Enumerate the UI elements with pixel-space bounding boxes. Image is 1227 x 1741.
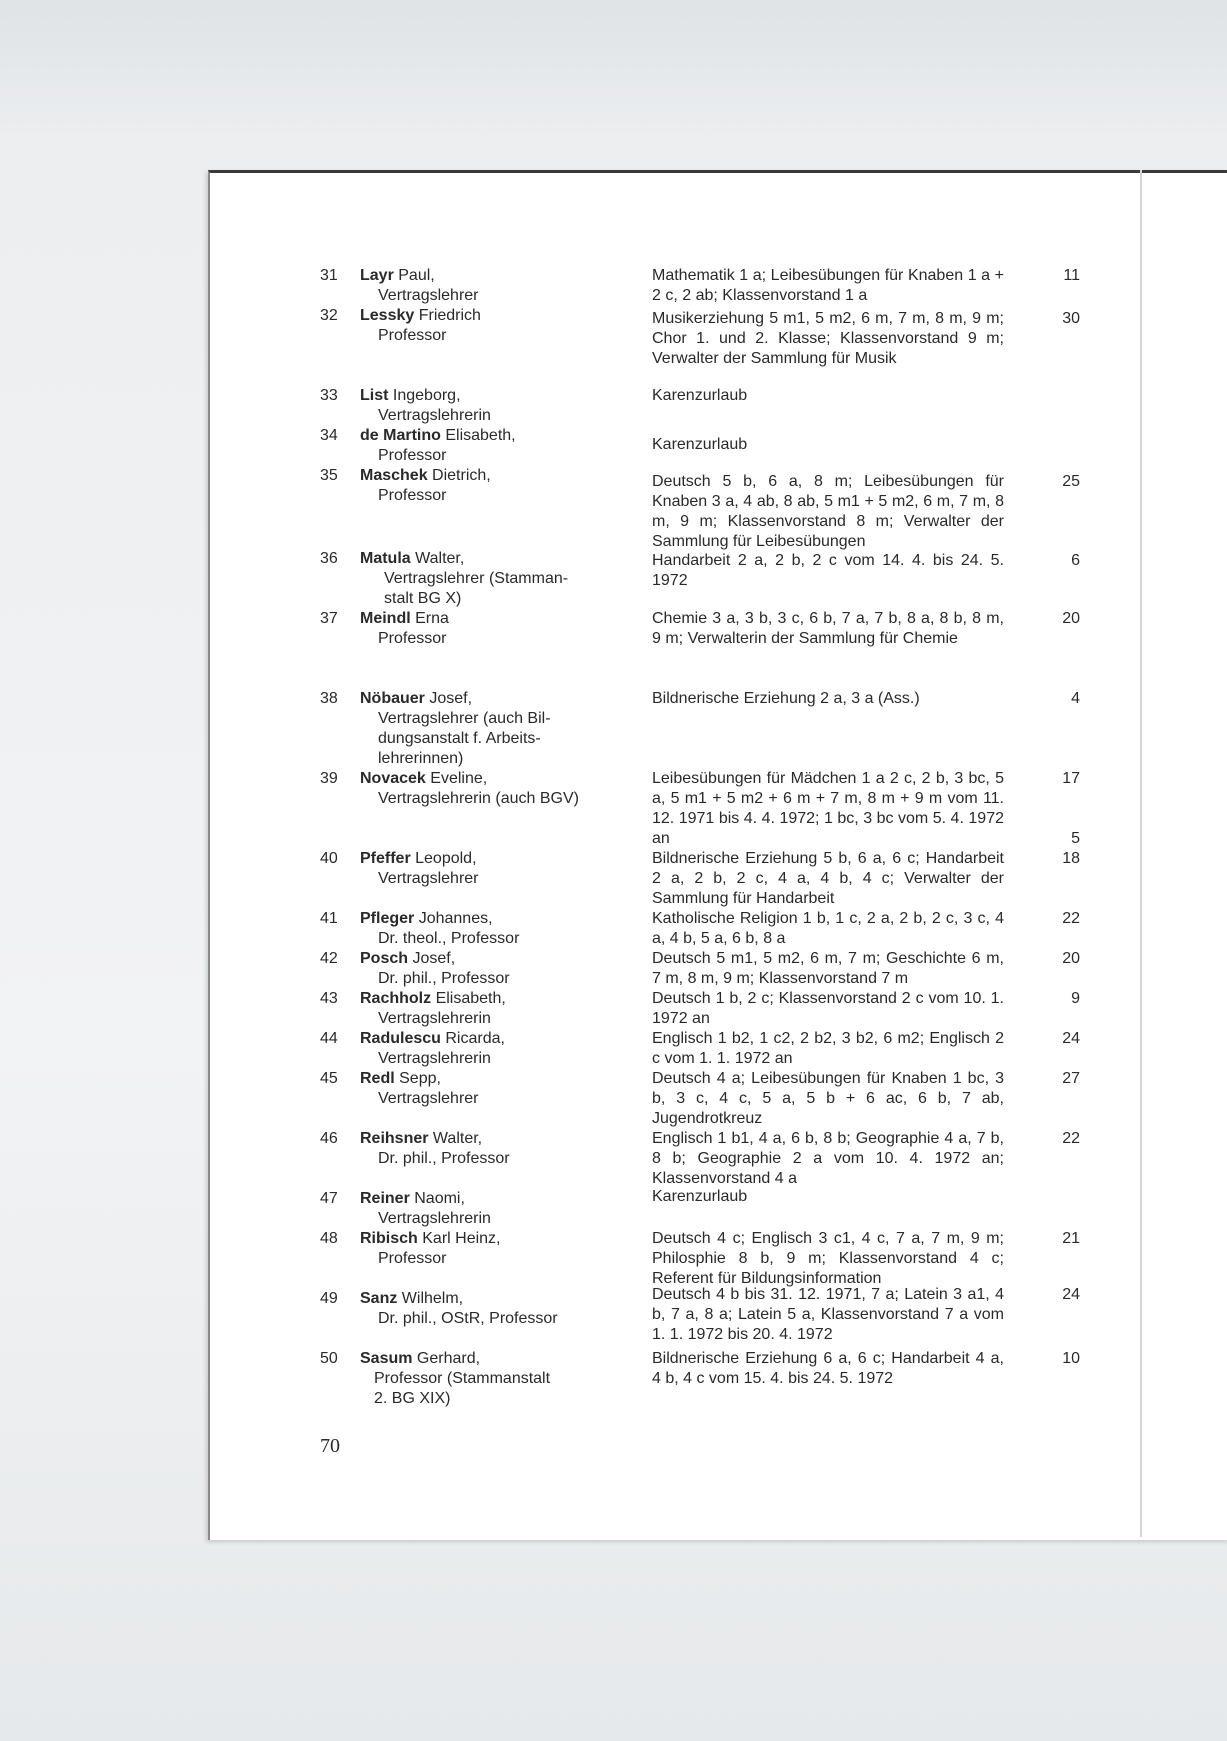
given-name: Friedrich — [414, 307, 481, 324]
role: Vertragslehrer (Stamman- — [384, 570, 569, 587]
hours: 20 — [1062, 610, 1080, 627]
subjects: Deutsch 1 b, 2 c; Klassenvorstand 2 c vom 10. 1. 1972 an — [652, 990, 1004, 1027]
entry-number: 40 — [320, 850, 338, 867]
subjects: Bildnerische Erziehung 5 b, 6 a, 6 c; Handarbeit 2 a, 2 b, 2 c, 4 a, 4 b, 4 c; Verwalter der Sammlung für Handarbeit — [652, 850, 1004, 907]
teacher-name — [360, 849, 620, 889]
subjects: Handarbeit 2 a, 2 b, 2 c vom 14. 4. bis 24. 5. 1972 — [652, 552, 1004, 589]
given-name: Erna — [410, 610, 449, 627]
hours: 4 — [1071, 690, 1080, 707]
surname: de Martino — [360, 427, 441, 444]
entry-number: 46 — [320, 1130, 338, 1147]
teacher-name — [360, 949, 620, 989]
page-fold — [1140, 170, 1142, 1537]
surname: Matula — [360, 550, 411, 567]
hours: 24 — [1062, 1286, 1080, 1303]
teacher-name — [360, 909, 620, 949]
role: Vertragslehrer — [378, 287, 479, 304]
surname: Novacek — [360, 770, 426, 787]
given-name: Ricarda, — [440, 1030, 505, 1047]
role-line2: 2. BG XIX) — [374, 1390, 451, 1407]
role: Dr. theol., Professor — [378, 930, 520, 947]
surname: List — [360, 387, 389, 404]
role: Dr. phil., Professor — [378, 970, 510, 987]
given-name: Dietrich, — [427, 467, 491, 484]
entry-number: 45 — [320, 1070, 338, 1087]
subjects: Musikerziehung 5 m1, 5 m2, 6 m, 7 m, 8 m, 9 m; Chor 1. und 2. Klasse; Klassenvorstand 9 m; Verwalter der Sammlung für Musik — [652, 310, 1004, 367]
given-name: Wilhelm, — [397, 1290, 464, 1307]
teacher-name — [360, 1069, 620, 1109]
teacher-name — [360, 549, 620, 609]
role: Professor — [378, 1250, 447, 1267]
given-name: Eveline, — [425, 770, 488, 787]
surname: Rachholz — [360, 990, 432, 1007]
surname: Posch — [360, 950, 409, 967]
teacher-name — [360, 609, 620, 649]
teacher-name — [360, 1029, 620, 1069]
entry-number: 34 — [320, 427, 338, 444]
surname: Pfeffer — [360, 850, 411, 867]
entry-number: 35 — [320, 467, 338, 484]
role: Professor — [378, 327, 447, 344]
teacher-name — [360, 466, 620, 506]
subjects: Englisch 1 b1, 4 a, 6 b, 8 b; Geographie 4 a, 7 b, 8 b; Geographie 2 a vom 10. 4. 1972 an; Klassenvorstand 4 a — [652, 1130, 1004, 1187]
given-name: Walter, — [428, 1130, 483, 1147]
entry-number: 33 — [320, 387, 338, 404]
hours-secondary: 5 — [1071, 830, 1080, 847]
surname: Lessky — [360, 307, 415, 324]
role: Professor — [378, 487, 447, 504]
role-line2: dungsanstalt f. Arbeits- — [378, 730, 541, 747]
role: Vertragslehrer (auch Bil- — [378, 710, 551, 727]
subjects: Karenzurlaub — [652, 1188, 748, 1205]
hours: 27 — [1062, 1070, 1080, 1087]
surname: Ribisch — [360, 1230, 418, 1247]
given-name: Elisabeth, — [440, 427, 516, 444]
subjects: Deutsch 4 a; Leibesübungen für Knaben 1 bc, 3 b, 3 c, 4 c, 5 a, 5 b + 6 ac, 6 b, 7 ab, Jugendrotkreuz — [652, 1070, 1004, 1127]
role: Vertragslehrerin — [378, 1010, 491, 1027]
page-number: 70 — [320, 1435, 340, 1457]
given-name: Josef, — [408, 950, 456, 967]
teacher-name — [360, 1229, 620, 1269]
subjects: Karenzurlaub — [652, 436, 748, 453]
role: Vertragslehrerin — [378, 1210, 491, 1227]
subjects: Chemie 3 a, 3 b, 3 c, 6 b, 7 a, 7 b, 8 a, 8 b, 8 m, 9 m; Verwalterin der Sammlung für Chemie — [652, 610, 1004, 647]
given-name: Paul, — [393, 267, 435, 284]
subjects: Deutsch 5 m1, 5 m2, 6 m, 7 m; Geschichte 6 m, 7 m, 8 m, 9 m; Klassenvorstand 7 m — [652, 950, 1004, 987]
document-page — [208, 170, 1227, 1540]
teacher-name — [360, 386, 620, 426]
role: Dr. phil., Professor — [378, 1150, 510, 1167]
hours: 11 — [1063, 267, 1080, 284]
surname: Meindl — [360, 610, 411, 627]
entry-number: 37 — [320, 610, 338, 627]
subjects: Englisch 1 b2, 1 c2, 2 b2, 3 b2, 6 m2; Englisch 2 c vom 1. 1. 1972 an — [652, 1030, 1004, 1067]
entry-number: 39 — [320, 770, 338, 787]
teacher-name — [360, 1289, 620, 1329]
role: Vertragslehrerin — [378, 1050, 491, 1067]
subjects: Deutsch 4 c; Englisch 3 c1, 4 c, 7 a, 7 m, 9 m; Philosphie 8 b, 9 m; Klassenvorstand 4 c; Referent für Bildungsinformation — [652, 1230, 1004, 1287]
teacher-name — [360, 426, 620, 466]
surname: Redl — [360, 1070, 395, 1087]
teacher-name — [360, 769, 620, 809]
teacher-name — [360, 306, 620, 346]
teacher-name — [360, 989, 620, 1029]
given-name: Walter, — [410, 550, 465, 567]
role: Vertragslehrerin (auch BGV) — [378, 790, 579, 807]
surname: Sasum — [360, 1350, 413, 1367]
given-name: Elisabeth, — [431, 990, 506, 1007]
subjects: Deutsch 5 b, 6 a, 8 m; Leibesübungen für Knaben 3 a, 4 ab, 8 ab, 5 m1 + 5 m2, 6 m, 7 m, 8 m, 9 m; Klassenvorstand 8 m; Verwalter der Sammlung für Leibesübungen — [652, 473, 1004, 550]
hours: 30 — [1062, 310, 1080, 327]
subjects: Karenzurlaub — [652, 387, 748, 404]
role: Professor — [378, 630, 447, 647]
given-name: Sepp, — [394, 1070, 441, 1087]
surname: Layr — [360, 267, 394, 284]
entry-number: 41 — [320, 910, 338, 927]
role: Professor (Stammanstalt — [374, 1370, 551, 1387]
given-name: Johannes, — [414, 910, 493, 927]
subjects: Leibesübungen für Mädchen 1 a 2 c, 2 b, 3 bc, 5 a, 5 m1 + 5 m2 + 6 m + 7 m, 8 m + 9 m vom 11. 12. 1971 bis 4. 4. 1972; 1 bc, 3 bc vom 5. 4. 1972 an — [652, 770, 1004, 847]
role: Dr. phil., OStR, Professor — [378, 1310, 558, 1327]
given-name: Josef, — [424, 690, 473, 707]
role: Vertragslehrer — [378, 1090, 479, 1107]
entry-number: 50 — [320, 1350, 338, 1367]
teacher-name — [360, 1129, 620, 1169]
subjects: Katholische Religion 1 b, 1 c, 2 a, 2 b, 2 c, 3 c, 4 a, 4 b, 5 a, 6 b, 8 a — [652, 910, 1004, 947]
given-name: Leopold, — [410, 850, 477, 867]
hours: 25 — [1062, 473, 1080, 490]
teacher-name — [360, 1189, 620, 1229]
hours: 22 — [1062, 1130, 1080, 1147]
entry-number: 32 — [320, 307, 338, 324]
role: Vertragslehrerin — [378, 407, 491, 424]
hours: 22 — [1062, 910, 1080, 927]
surname: Reihsner — [360, 1130, 429, 1147]
surname: Sanz — [360, 1290, 398, 1307]
hours: 6 — [1071, 552, 1080, 569]
entry-number: 36 — [320, 550, 338, 567]
subjects: Bildnerische Erziehung 6 a, 6 c; Handarbeit 4 a, 4 b, 4 c vom 15. 4. bis 24. 5. 1972 — [652, 1350, 1004, 1387]
given-name: Naomi, — [409, 1190, 465, 1207]
hours: 9 — [1071, 990, 1080, 1007]
hours: 20 — [1062, 950, 1080, 967]
entry-number: 38 — [320, 690, 338, 707]
given-name: Gerhard, — [412, 1350, 481, 1367]
subjects: Deutsch 4 b bis 31. 12. 1971, 7 a; Latein 3 a1, 4 b, 7 a, 8 a; Latein 5 a, Klassenvorstand 7 a vom 1. 1. 1972 bis 20. 4. 1972 — [652, 1286, 1004, 1343]
teacher-name — [360, 1349, 590, 1409]
hours: 17 — [1062, 770, 1080, 787]
surname: Pfleger — [360, 910, 415, 927]
surname: Radulescu — [360, 1030, 441, 1047]
entry-number: 31 — [320, 267, 338, 284]
entry-number: 47 — [320, 1190, 338, 1207]
subjects: Bildnerische Erziehung 2 a, 3 a (Ass.) — [652, 690, 920, 707]
hours: 18 — [1062, 850, 1080, 867]
entry-number: 42 — [320, 950, 338, 967]
role: Professor — [378, 447, 447, 464]
hours: 10 — [1062, 1350, 1080, 1367]
given-name: Ingeborg, — [388, 387, 461, 404]
surname: Maschek — [360, 467, 428, 484]
entry-number: 49 — [320, 1290, 338, 1307]
role: Vertragslehrer — [378, 870, 479, 887]
entry-number: 44 — [320, 1030, 338, 1047]
entry-number: 48 — [320, 1230, 338, 1247]
hours: 21 — [1062, 1230, 1080, 1247]
teacher-name — [360, 689, 575, 769]
given-name: Karl Heinz, — [417, 1230, 501, 1247]
teacher-name — [360, 266, 620, 306]
hours: 24 — [1062, 1030, 1080, 1047]
role-line2: stalt BG X) — [384, 590, 462, 607]
role-line3: lehrerinnen) — [378, 750, 464, 767]
surname: Nöbauer — [360, 690, 425, 707]
subjects: Mathematik 1 a; Leibesübungen für Knaben 1 a + 2 c, 2 ab; Klassenvorstand 1 a — [652, 267, 1004, 304]
surname: Reiner — [360, 1190, 410, 1207]
entry-number: 43 — [320, 990, 338, 1007]
